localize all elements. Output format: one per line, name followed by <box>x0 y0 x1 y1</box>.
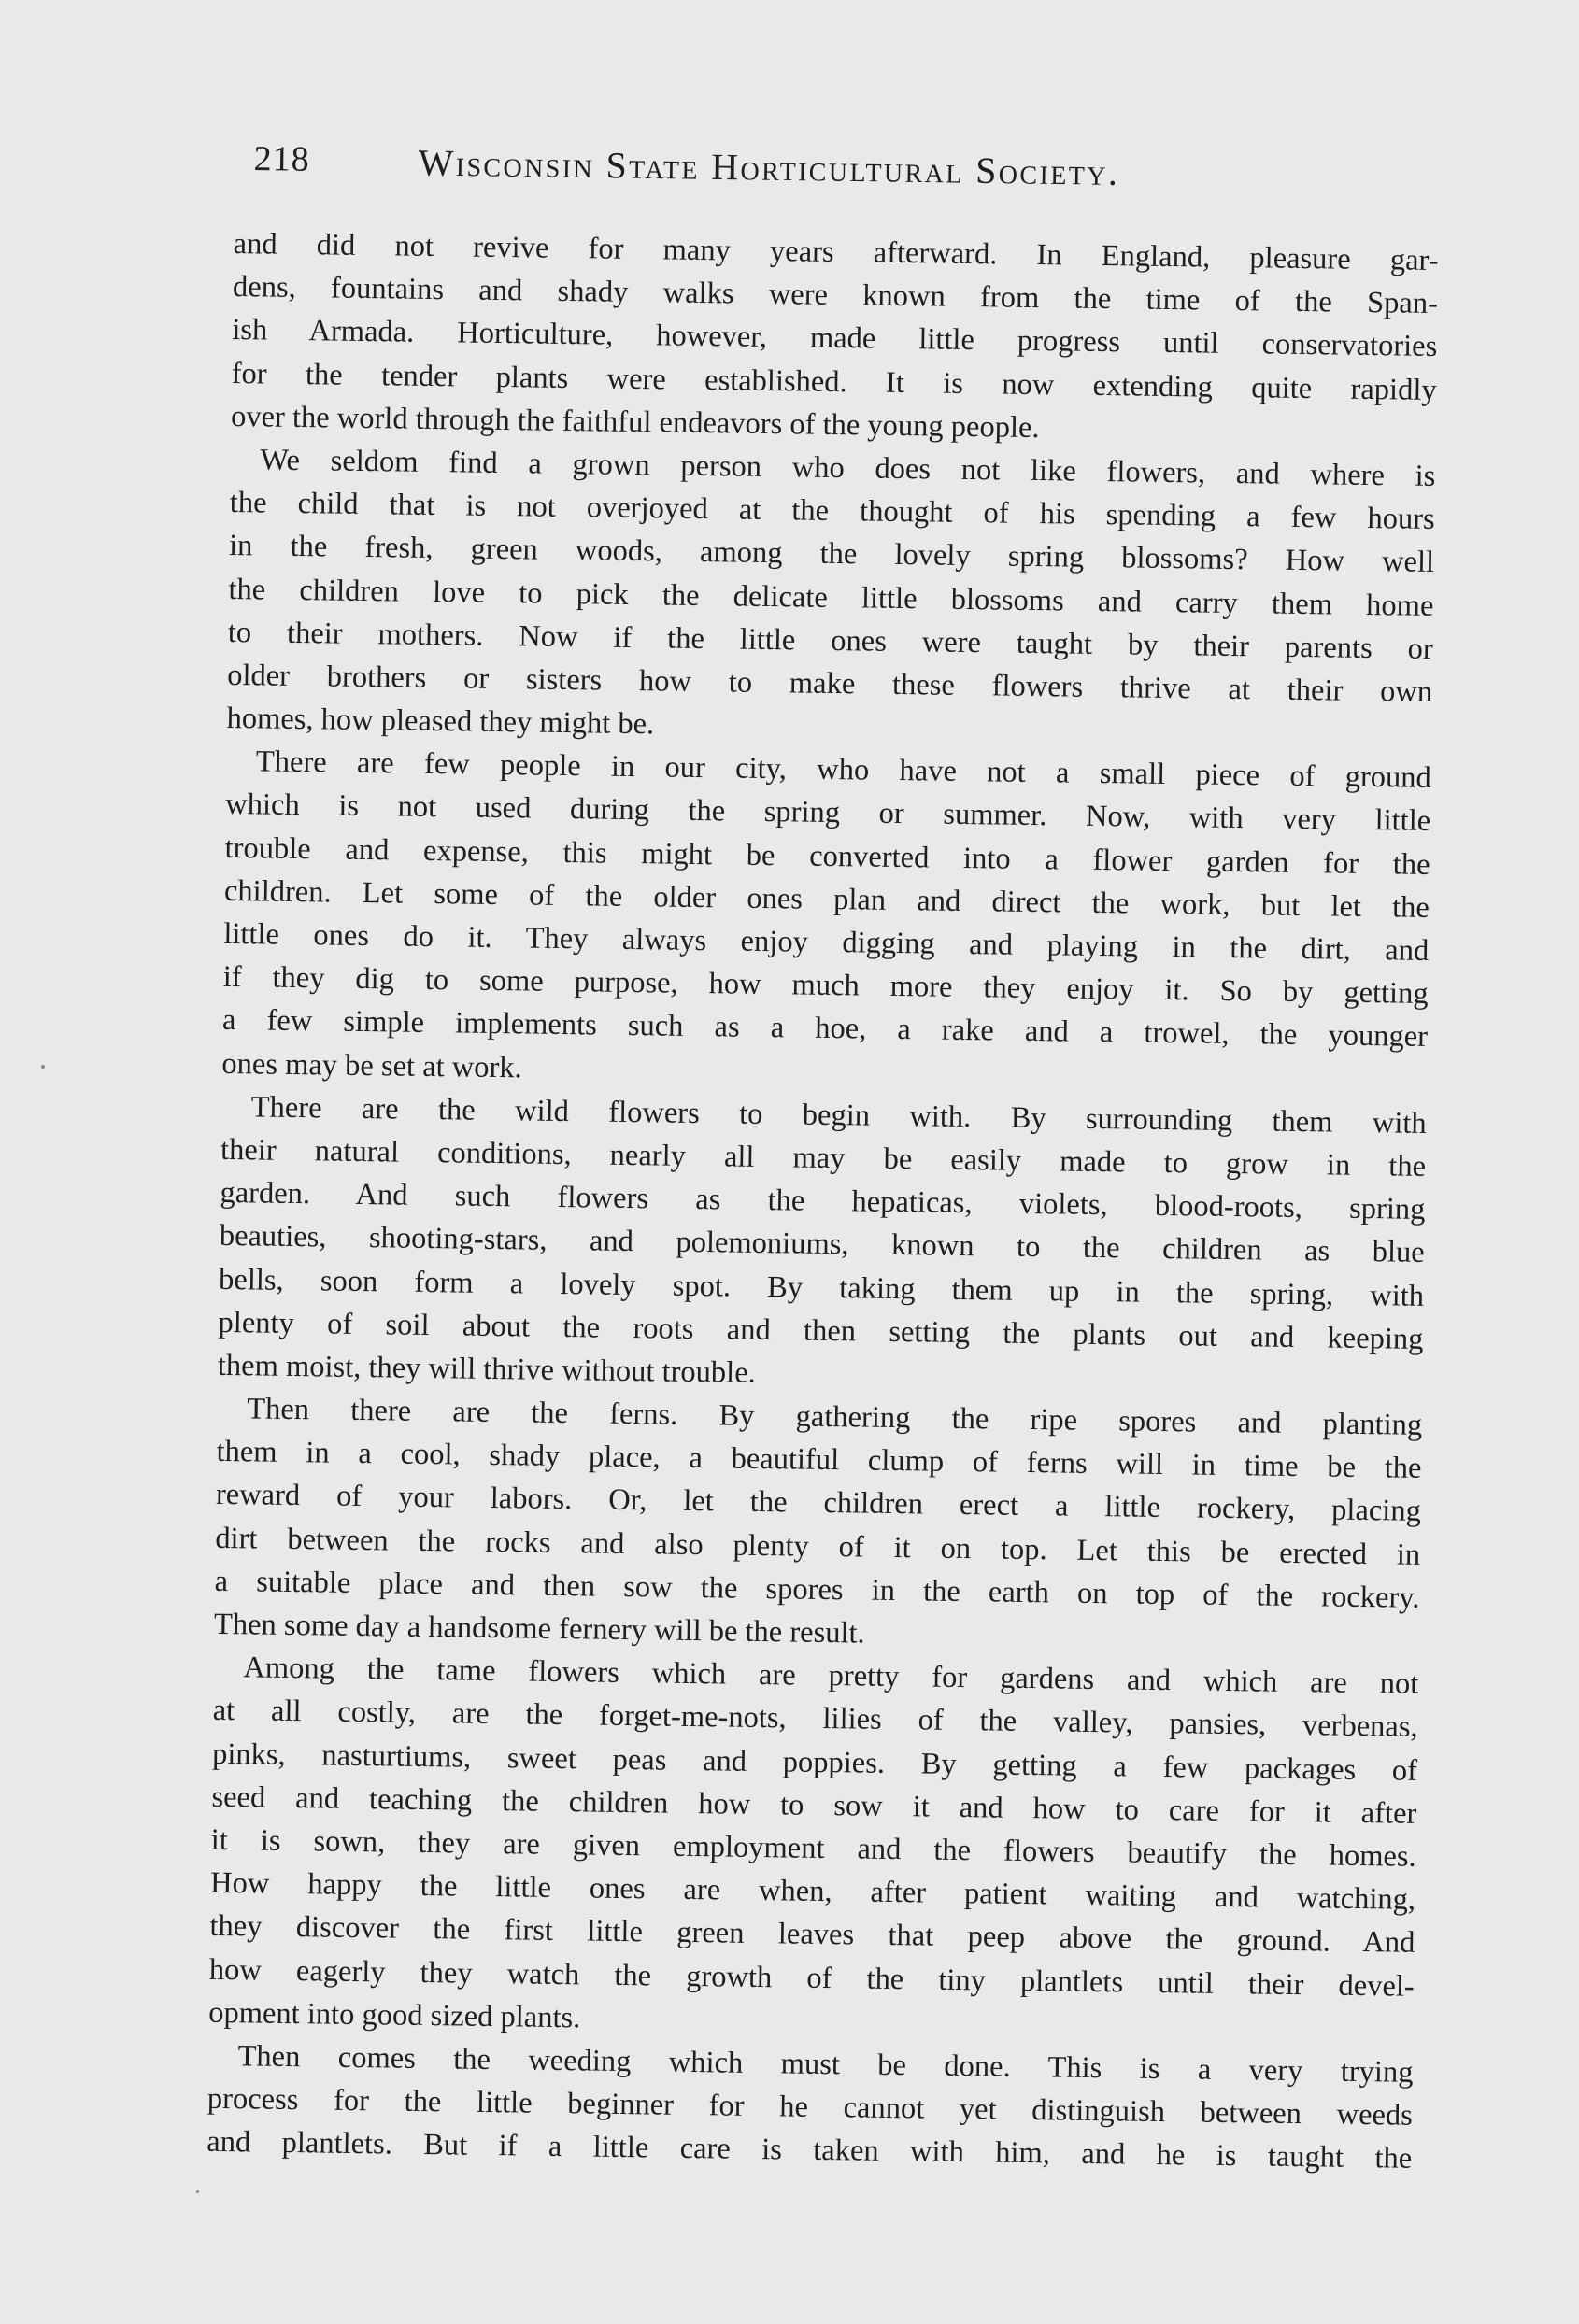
text-line: a suitable place and then sow the spores in the earth on top of the rockery. <box>214 1564 1420 1615</box>
text-line: their natural conditions, nearly all may be easily made to grow in the <box>220 1132 1427 1183</box>
text-line: which is not used during the spring or summer. Now, with very little <box>225 787 1431 839</box>
text-line: them in a cool, shady place, a beautiful clump of ferns will in time be the <box>216 1435 1422 1486</box>
text-line: children. Let some of the older ones plan and direct the work, but let the <box>223 873 1430 925</box>
text-line: Among the tame flowers which are pretty for gardens and which are not <box>243 1651 1419 1702</box>
text-line: they discover the first little green leaves that peep above the ground. And <box>209 1909 1415 1961</box>
text-line: how eagerly they watch the growth of the tiny plantlets until their devel- <box>208 1952 1415 2004</box>
text-line: and plantlets. But if a little care is taken with him, and he is taught the <box>206 2125 1413 2176</box>
text-line: over the world through the faithful endeavors of the young people. <box>230 399 1040 445</box>
paper-speck <box>41 1065 45 1069</box>
paper-speck <box>196 2190 199 2193</box>
text-line: it is sown, they are given employment and the flowers beautify the homes. <box>210 1822 1416 1874</box>
text-line: ish Armada. Horticulture, however, made little progress until conservatories <box>232 313 1438 364</box>
text-line: a few simple implements such as a hoe, a rake and a trowel, the younger <box>221 1003 1429 1055</box>
text-line: pinks, nasturtiums, sweet peas and poppies. By getting a few packages of <box>211 1736 1418 1788</box>
text-line: for the tender plants were established. It is now extending quite rapidly <box>231 356 1437 407</box>
paragraph <box>231 222 1439 455</box>
paragraph <box>208 1646 1419 2051</box>
text-line: Then there are the ferns. By gathering the ripe spores and planting <box>247 1392 1423 1442</box>
text-line: We seldom find a grown person who does not like flowers, and where is <box>260 443 1436 493</box>
text-line: plenty of soil about the roots and then setting the plants out and keeping <box>218 1305 1424 1356</box>
page-header <box>253 138 1310 209</box>
text-line: opment into good sized plants. <box>207 1995 581 2035</box>
page-number: 218 <box>253 138 310 179</box>
text-line: little ones do it. They always enjoy digging and playing in the dirt, and <box>223 916 1430 968</box>
paragraph <box>214 1387 1423 1663</box>
text-line: Then comes the weeding which must be done. This is a very trying <box>237 2039 1414 2090</box>
text-line: Then some day a handsome fernery will be the result. <box>213 1607 865 1651</box>
body-text <box>206 222 1439 2180</box>
text-line: dirt between the rocks and also plenty of it on top. Let this be erected in <box>215 1521 1421 1572</box>
text-line: process for the little beginner for he cannot yet distinguish between weeds <box>206 2081 1414 2133</box>
text-line: ones may be set at work. <box>221 1046 522 1084</box>
paragraph <box>206 2034 1414 2181</box>
text-line: to their mothers. Now if the little ones were taught by their parents or <box>227 615 1434 666</box>
text-line: There are the wild flowers to begin with. By surrounding them with <box>250 1090 1427 1141</box>
text-line: How happy the little ones are when, after patient waiting and watching, <box>209 1865 1416 1917</box>
text-line: seed and teaching the children how to sow it and how to care for it after <box>211 1779 1417 1831</box>
text-line: the children love to pick the delicate little blossoms and carry them home <box>228 572 1434 623</box>
text-line: the child that is not overjoyed at the thought of his spending a few hours <box>229 486 1435 537</box>
text-line: if they dig to some purpose, how much more they enjoy it. So by getting <box>222 960 1429 1012</box>
paragraph <box>218 1085 1427 1404</box>
text-line: at all costly, are the forget-me-nots, lilies of the valley, pansies, verbenas, <box>212 1693 1418 1745</box>
paragraph <box>226 438 1435 757</box>
running-title: Wisconsin State Horticultural Society. <box>418 141 1120 193</box>
text-line: and did not revive for many years afterward. In England, pleasure gar- <box>233 226 1439 278</box>
paragraph <box>221 740 1431 1101</box>
text-line: There are few people in our city, who have not a small piece of ground <box>255 744 1432 796</box>
text-line: them moist, they will thrive without trouble. <box>217 1348 757 1390</box>
text-line: garden. And such flowers as the hepaticas, violets, blood-roots, spring <box>220 1176 1426 1227</box>
text-line: trouble and expense, this might be converted into a flower garden for the <box>224 830 1430 882</box>
text-line: dens, fountains and shady walks were known from the time of the Span- <box>232 270 1439 321</box>
text-line: in the fresh, green woods, among the lovely spring blossoms? How well <box>228 529 1435 580</box>
text-line: older brothers or sisters how to make these flowers thrive at their own <box>226 658 1433 709</box>
text-line: beauties, shooting-stars, and polemoniums, known to the children as blue <box>219 1219 1425 1270</box>
text-line: reward of your labors. Or, let the children erect a little rockery, placing <box>215 1478 1422 1529</box>
text-line: homes, how pleased they might be. <box>226 701 655 742</box>
text-line: bells, soon form a lovely spot. By taking them up in the spring, with <box>218 1262 1425 1313</box>
